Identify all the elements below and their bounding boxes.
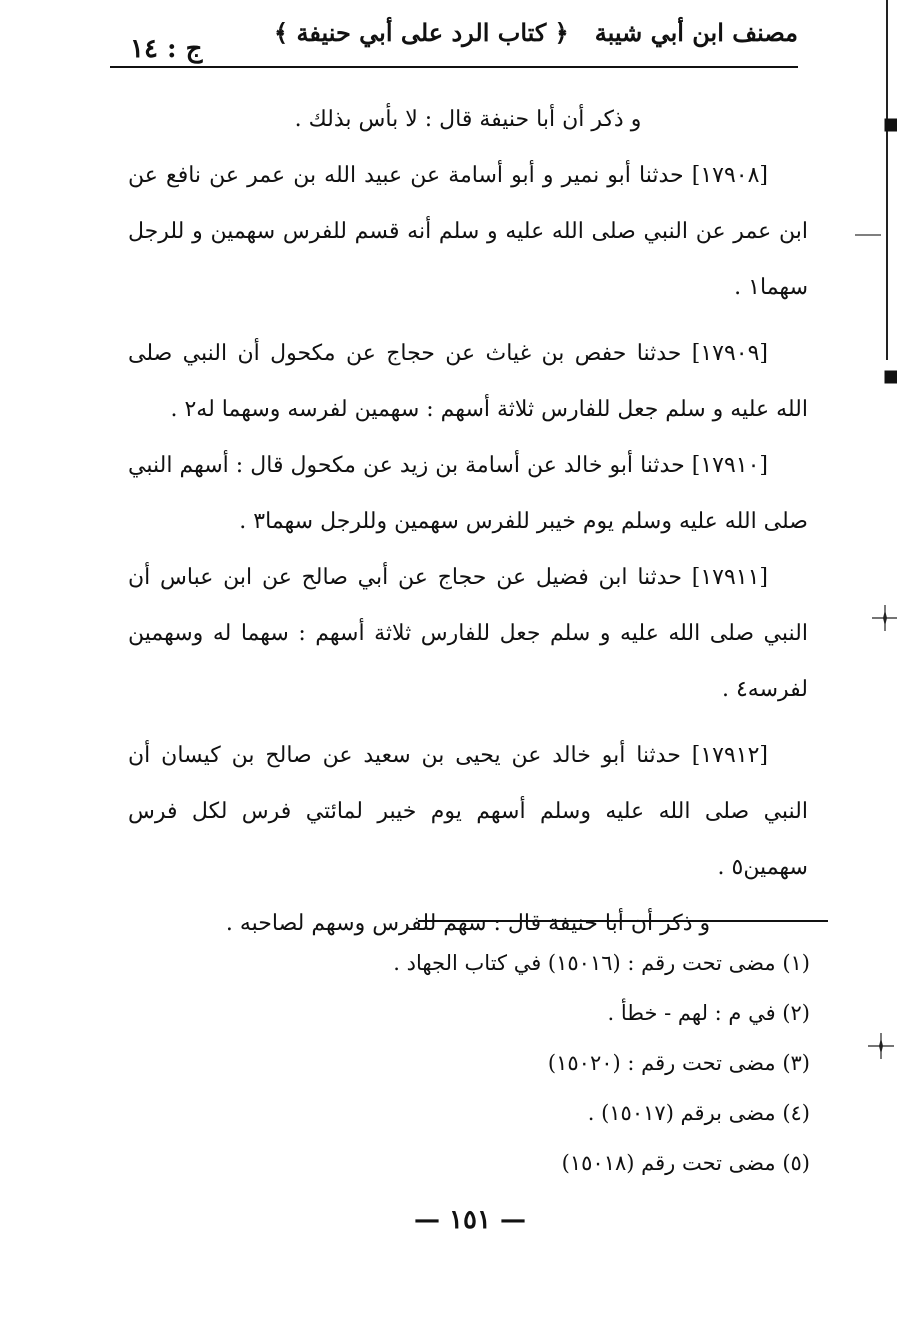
hadith-17911: [١٧٩١١] حدثنا ابن فضيل عن حجاج عن أبي صالح عن ابن عباس أن النبي صلى الله عليه و سلم جعل للفارس ثلاثة أسهم : سهما له وسهمين لفرسه٤ .: [128, 565, 808, 702]
footnote-2: (٢) في م : لهم - خطأ .: [607, 1001, 810, 1025]
footnote-rule: [418, 920, 828, 922]
main-text: [128, 92, 808, 952]
hadith-17910: [١٧٩١٠] حدثنا أبو خالد عن أسامة بن زيد عن مكحول قال : أسهم النبي صلى الله عليه وسلم يوم خيبر للفرس سهمين وللرجل سهما٣ .: [128, 453, 808, 534]
paragraph-closing-note: و ذكر أن أبا حنيفة قال : سهم للفرس وسهم لصاحبه .: [225, 911, 711, 936]
volume-number: ج : ١٤: [130, 34, 203, 64]
footnote-3: (٣) مضى تحت رقم : (١٥٠٢٠): [547, 1051, 810, 1075]
hadith-17912: [١٧٩١٢] حدثنا أبو خالد عن يحيى بن سعيد عن صالح بن كيسان أن النبي صلى الله عليه وسلم أسهم يوم خيبر لمائتي فرس لكل فرس سهمين٥ .: [128, 743, 808, 880]
footnotes: [320, 938, 810, 1188]
footnote-1: (١) مضى تحت رقم : (١٥٠١٦) في كتاب الجهاد .: [393, 951, 810, 975]
footnote-5: (٥) مضى تحت رقم (١٥٠١٨): [561, 1151, 810, 1175]
hadith-17908: [١٧٩٠٨] حدثنا أبو نمير و أبو أسامة عن عبيد الله بن عمر عن نافع عن ابن عمر عن النبي صلى الله عليه و سلم أنه قسم للفرس سهمين و للرجل سهما١ .: [128, 163, 808, 300]
registration-mark-icon: [868, 1033, 894, 1059]
header-rule: [110, 66, 798, 68]
book-title: مصنف ابن أبي شيبة: [594, 18, 798, 47]
running-header: [110, 14, 798, 66]
header-titles: [274, 18, 798, 47]
page-number: — ١٥١ —: [413, 1205, 527, 1235]
dot-mark-icon: [878, 112, 897, 138]
registration-mark-icon: [872, 605, 897, 631]
tick-mark-icon: [855, 222, 881, 248]
footnote-4: (٤) مضى برقم (١٥٠١٧) .: [587, 1101, 810, 1125]
scan-edge-line: [886, 0, 888, 360]
hadith-17909: [١٧٩٠٩] حدثنا حفص بن غياث عن حجاج عن مكحول أن النبي صلى الله عليه و سلم جعل للفارس ثلاثة أسهم : سهمين لفرسه وسهما له٢ .: [128, 341, 808, 422]
dot-mark-icon: [878, 364, 897, 390]
chapter-title: ﴿ كتاب الرد على أبي حنيفة ﴾: [274, 18, 569, 47]
paragraph-opening-note: و ذكر أن أبا حنيفة قال : لا بأس بذلك .: [294, 107, 642, 132]
